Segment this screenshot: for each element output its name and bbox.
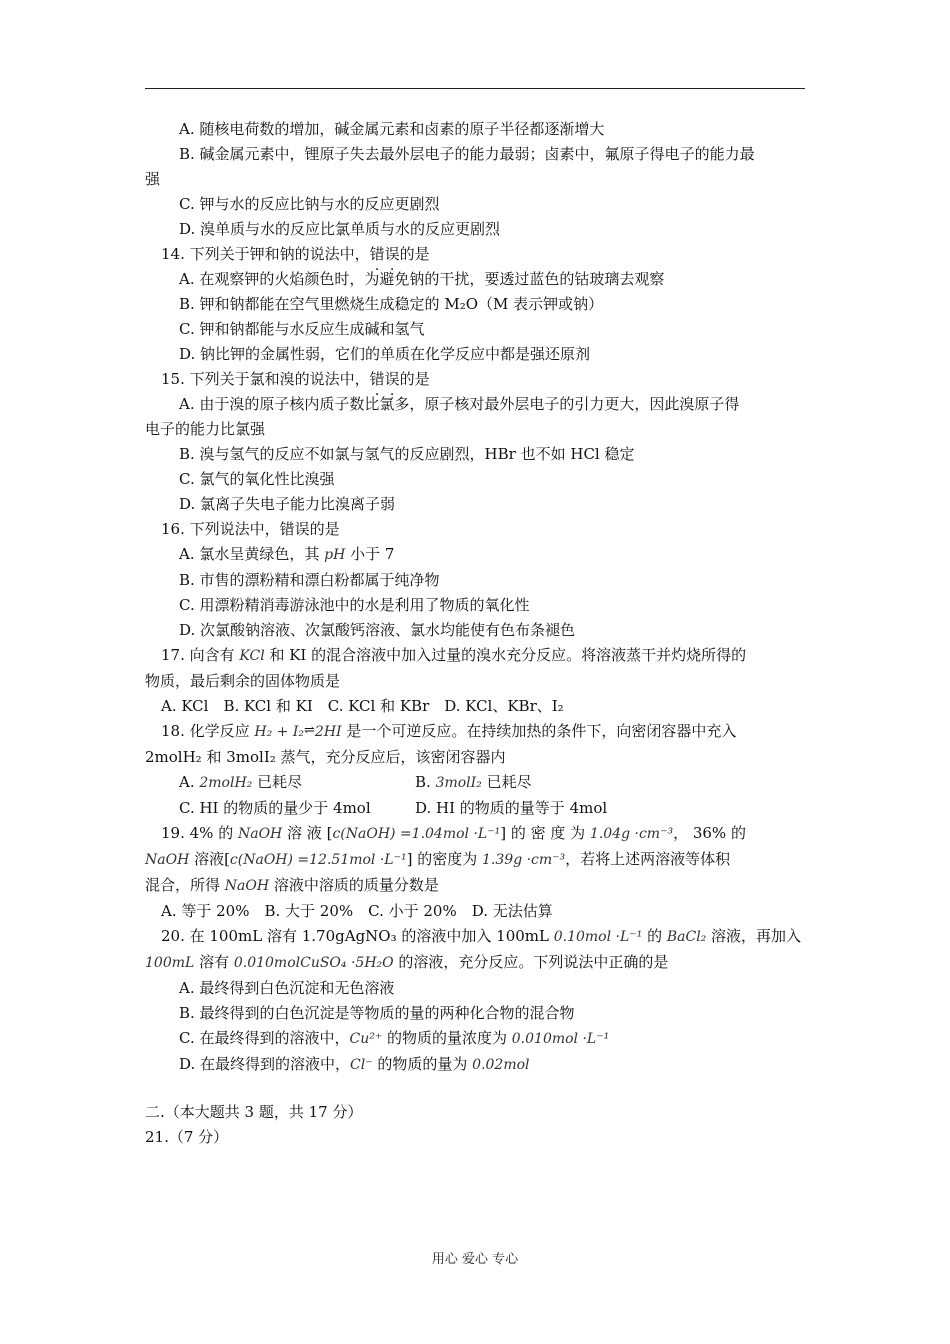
q17-stem-line1: 17. 向含有 KCl 和 KI 的混合溶液中加入过量的溴水充分反应。将溶液蒸干并灼烧所得的 — [161, 646, 747, 664]
section-2-heading: 二.（本大题共 3 题，共 17 分） — [145, 1103, 363, 1121]
q15-option-c: C. 氯气的氧化性比溴强 — [179, 470, 335, 488]
q14-option-b: B. 钾和钠都能在空气里燃烧生成稳定的 M₂O（M 表示钾或钠） — [179, 295, 604, 313]
q18-options-ab: A. 2molH₂ 已耗尽 B. 3molI₂ 已耗尽 — [179, 773, 532, 791]
q18-options-cd: C. HI 的物质的量少于 4mol D. HI 的物质的量等于 4mol — [179, 799, 608, 817]
q13-option-a: A. 随核电荷数的增加，碱金属元素和卤素的原子半径都逐渐增大 — [179, 120, 605, 138]
q19-options: A. 等于 20% B. 大于 20% C. 小于 20% D. 无法估算 — [161, 902, 553, 920]
q20-option-b: B. 最终得到的白色沉淀是等物质的量的两种化合物的混合物 — [179, 1004, 575, 1022]
q13-option-b-line2: 强 — [145, 170, 161, 188]
document-body — [145, 117, 807, 1150]
q19-stem-line1: 19. 4% 的 NaOH 溶 液 [c(NaOH) =1.04mol ·L⁻¹] 的 密 度 为 1.04g ·cm⁻³， 36% 的 — [161, 824, 746, 842]
q13-option-b-line1: B. 碱金属元素中，锂原子失去最外层电子的能力最弱；卤素中，氟原子得电子的能力最 — [179, 145, 755, 163]
q17-options: A. KCl B. KCl 和 KI C. KCl 和 KBr D. KCl、KBr、I₂ — [161, 697, 564, 715]
q20-option-d: D. 在最终得到的溶液中，Cl⁻ 的物质的量为 0.02mol — [179, 1055, 530, 1073]
q20-option-c: C. 在最终得到的溶液中，Cu²⁺ 的物质的量浓度为 0.010mol ·L⁻¹ — [179, 1029, 610, 1047]
q18-stem-line2: 2molH₂ 和 3molI₂ 蒸气，充分反应后，该密闭容器内 — [145, 748, 506, 766]
q14-option-a: A. 在观察钾的火焰颜色时，为避免钠的干扰，要透过蓝色的钴玻璃去观察 — [179, 270, 665, 288]
q15-option-b: B. 溴与氢气的反应不如氯与氢气的反应剧烈，HBr 也不如 HCl 稳定 — [179, 445, 635, 463]
q18-stem-line1: 18. 化学反应 H₂ + I₂⇌2HI 是一个可逆反应。在持续加热的条件下，向密闭容器中充入 — [145, 719, 807, 745]
q14-option-c: C. 钾和钠都能与水反应生成碱和氢气 — [179, 320, 425, 338]
q20-option-a: A. 最终得到白色沉淀和无色溶液 — [179, 979, 395, 997]
page-footer: 用心 爱心 专心 — [431, 1252, 519, 1267]
header-rule — [145, 88, 805, 89]
q15-stem: 15. 下列关于氯和溴的说法中，错误的是 — [161, 370, 430, 388]
q16-option-a: A. 氯水呈黄绿色，其 pH 小于 7 — [179, 545, 395, 563]
q16-option-c: C. 用漂粉精消毒游泳池中的水是利用了物质的氧化性 — [179, 596, 530, 614]
q20-stem-line1: 20. 在 100mL 溶有 1.70gAgNO₃ 的溶液中加入 100mL 0.10mol ·L⁻¹ 的 BaCl₂ 溶液，再加入 — [161, 927, 802, 945]
reversible-arrow-icon: ⇌ — [304, 723, 315, 738]
q17-stem-line2: 物质，最后剩余的固体物质是 — [145, 672, 341, 690]
q20-stem-line2: 100mL 溶有 0.010molCuSO₄ ·5H₂O 的溶液，充分反应。下列说法中正确的是 — [145, 953, 669, 971]
q15-option-a-line1: A. 由于溴的原子核内质子数比氯多，原子核对最外层电子的引力更大，因此溴原子得 — [179, 395, 740, 413]
q21-heading: 21.（7 分） — [145, 1128, 229, 1146]
q15-option-a-line2: 电子的能力比氯强 — [145, 420, 266, 438]
q15-option-d: D. 氯离子失电子能力比溴离子弱 — [179, 495, 396, 513]
q19-stem-line2: NaOH 溶液[c(NaOH) =12.51mol ·L⁻¹] 的密度为 1.39g ·cm⁻³，若将上述两溶液等体积 — [145, 850, 731, 868]
q16-option-b: B. 市售的漂粉精和漂白粉都属于纯净物 — [179, 571, 440, 589]
q13-option-d: D. 溴单质与水的反应比氯单质与水的反应更剧烈 — [179, 220, 501, 238]
q14-option-d: D. 钠比钾的金属性弱，它们的单质在化学反应中都是强还原剂 — [179, 345, 591, 363]
q16-option-d: D. 次氯酸钠溶液、次氯酸钙溶液、氯水均能使有色布条褪色 — [179, 621, 576, 639]
q14-stem: 14. 下列关于钾和钠的说法中，错误的是 — [161, 245, 430, 263]
q13-option-c: C. 钾与水的反应比钠与水的反应更剧烈 — [179, 195, 440, 213]
q16-stem: 16. 下列说法中，错误的是 — [161, 520, 340, 538]
q19-stem-line3: 混合，所得 NaOH 溶液中溶质的质量分数是 — [145, 876, 439, 894]
